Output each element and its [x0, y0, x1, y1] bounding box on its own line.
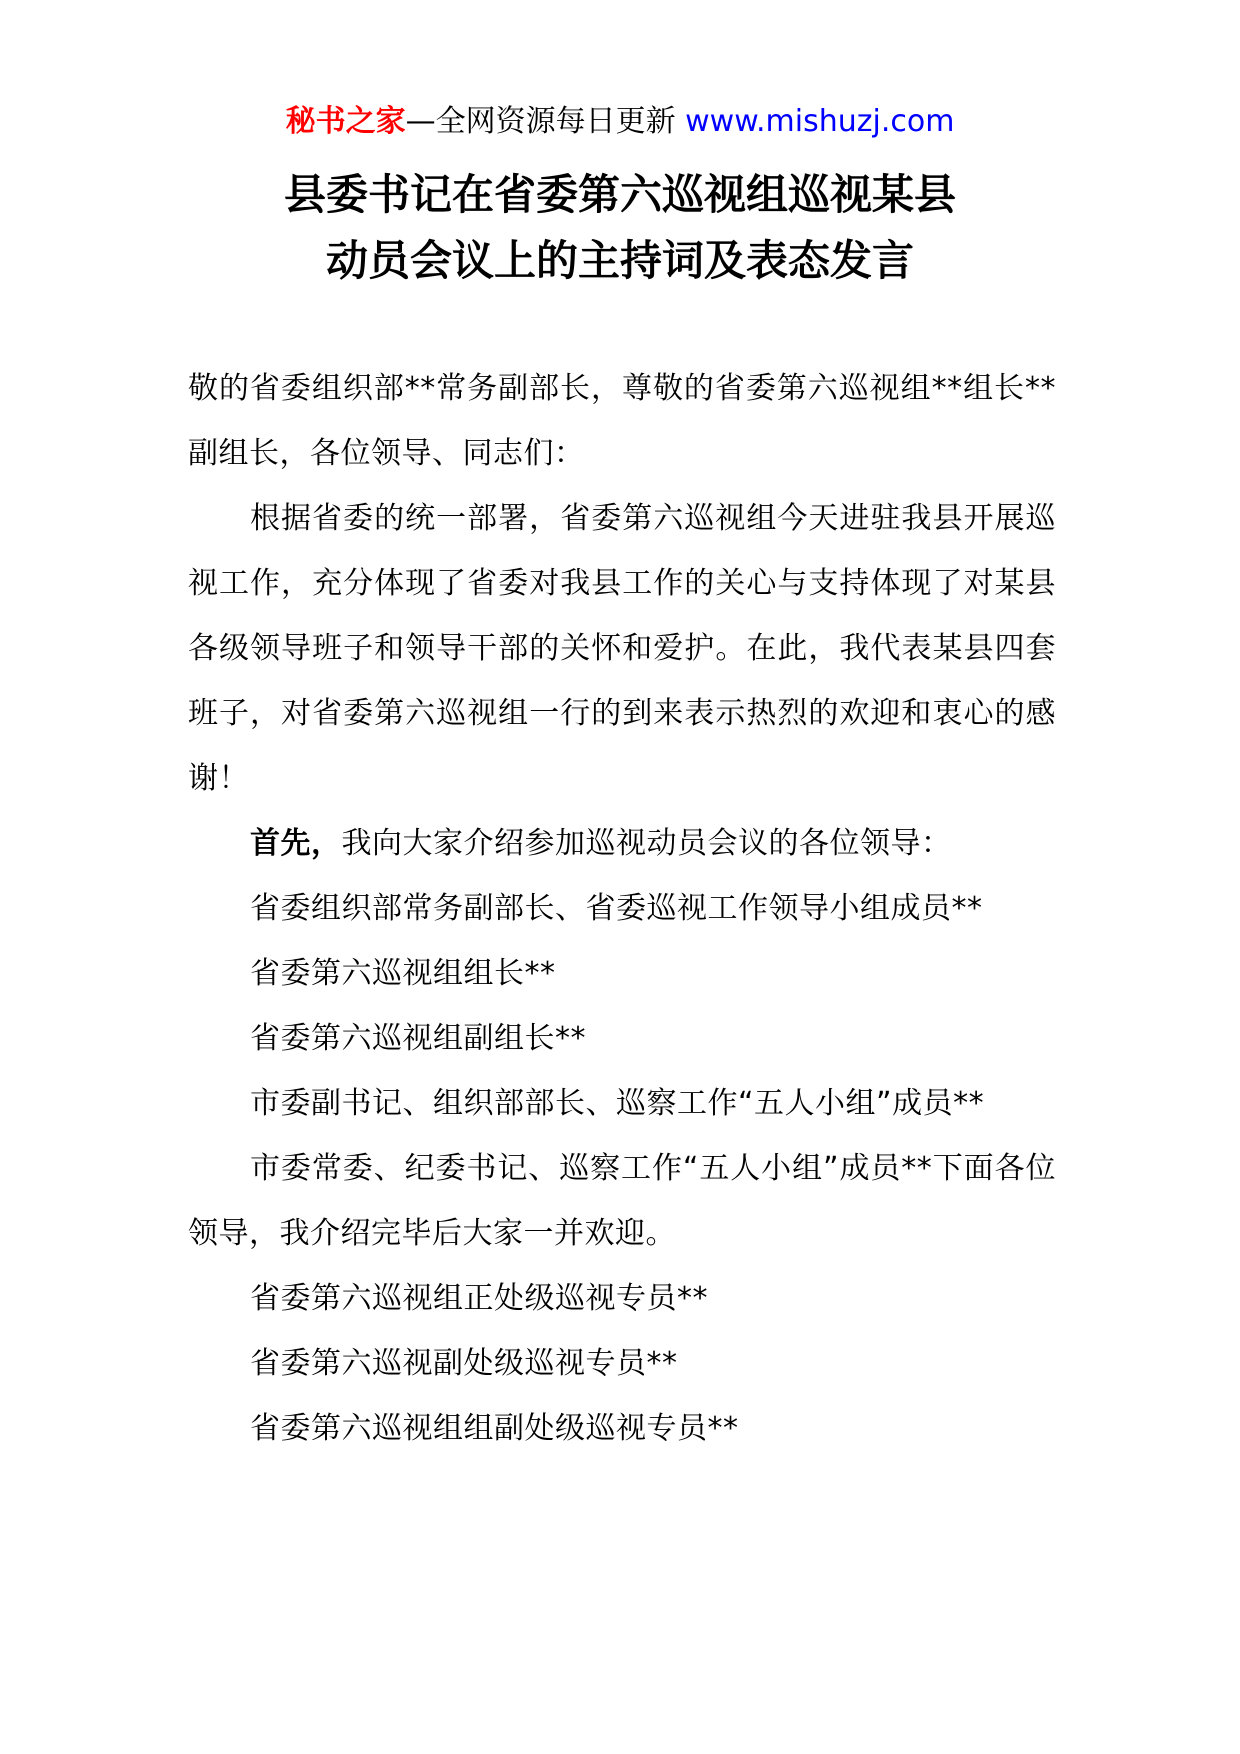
- site-header: [0, 100, 1240, 144]
- leader-item: 市委副书记、组织部部长、巡察工作“五人小组”成员**: [250, 1086, 985, 1121]
- title-line-2: 动员会议上的主持词及表态发言: [325, 236, 914, 285]
- leader-item: 省委第六巡视副处级巡视专员**: [250, 1346, 678, 1381]
- leader-item: 省委第六巡视组组副处级巡视专员**: [250, 1411, 739, 1446]
- brand-name: 秘书之家: [285, 104, 406, 139]
- leader-item: 省委第六巡视组副组长**: [250, 1021, 586, 1056]
- paragraph-lead: 首先，: [250, 826, 342, 861]
- leader-item: 省委第六巡视组正处级巡视专员**: [250, 1281, 708, 1316]
- salutation: 敬的省委组织部**常务副部长，尊敬的省委第六巡视组**组长**副组长，各位领导、同志们：: [188, 371, 1056, 471]
- paragraph-welcome: 根据省委的统一部署，省委第六巡视组今天进驻我县开展巡视工作，充分体现了省委对我县工作的关心与支持体现了对某县各级领导班子和领导干部的关怀和爱护。在此，我代表某县四套班子，对省委第六巡视组一行的到来表示热烈的欢迎和衷心的感谢！: [188, 501, 1056, 796]
- leader-item: 市委常委、纪委书记、巡察工作“五人小组”成员**下面各位领导，我介绍完毕后大家一并欢迎。: [188, 1151, 1056, 1251]
- header-tagline: —全网资源每日更新: [405, 104, 686, 139]
- title-line-1: 县委书记在省委第六巡视组巡视某县: [283, 170, 956, 219]
- leader-item: 省委第六巡视组组长**: [250, 956, 556, 991]
- paragraph-introduction-text: 我向大家介绍参加巡视动员会议的各位领导：: [341, 826, 952, 861]
- document-title: [0, 162, 1240, 294]
- paragraph-introduction: [188, 811, 1056, 876]
- document-body: [188, 356, 1056, 1461]
- leader-item: 省委组织部常务副部长、省委巡视工作领导小组成员**: [250, 891, 983, 926]
- site-url-link[interactable]: www.mishuzj.com: [685, 104, 955, 139]
